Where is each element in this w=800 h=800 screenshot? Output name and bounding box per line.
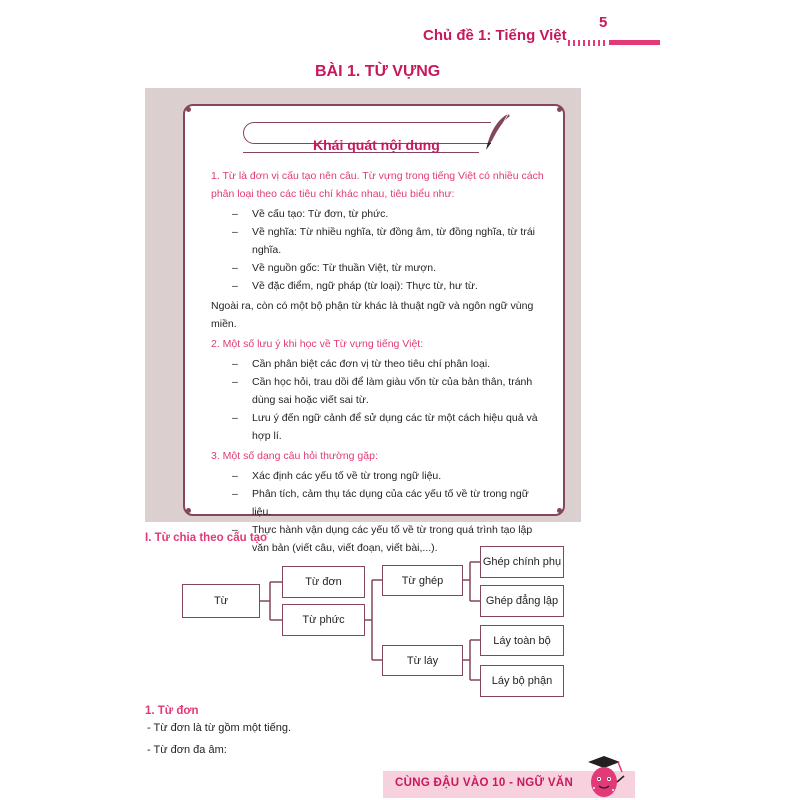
summary-point-1: 1. Từ là đơn vị cấu tạo nên câu. Từ vựng trong tiếng Việt có nhiều cách phân loại theo các tiêu chí khác nhau, tiêu biểu như: bbox=[211, 170, 544, 200]
list-item: – Về nguồn gốc: Từ thuần Việt, từ mượn. bbox=[232, 259, 549, 277]
list-item: – Cần phân biệt các đơn vị từ theo tiêu chí phân loại. bbox=[232, 355, 549, 373]
list-item: – Về đặc điểm, ngữ pháp (từ loại): Thực từ, hư từ. bbox=[232, 277, 549, 295]
mascot-icon bbox=[580, 752, 630, 800]
summary-note: Ngoài ra, còn có một bộ phận từ khác là thuật ngữ và ngôn ngữ vùng miền. bbox=[211, 300, 534, 330]
list-item: – Xác định các yếu tố về từ trong ngữ liệu. bbox=[232, 467, 549, 485]
summary-title: Khái quát nội dung bbox=[313, 137, 440, 153]
tree-node-lay-toan-bo: Láy toàn bộ bbox=[480, 625, 564, 656]
footer-text: CÙNG ĐẬU VÀO 10 - NGỮ VĂN bbox=[395, 777, 574, 789]
tree-node-lay-bo-phan: Láy bộ phận bbox=[480, 665, 564, 697]
summary-point-3: 3. Một số dạng câu hỏi thường gặp: bbox=[211, 450, 378, 462]
tree-node-ghep-chinh-phu: Ghép chính phụ bbox=[480, 546, 564, 578]
list-item: – Cần học hỏi, trau dồi để làm giàu vốn từ của bản thân, tránh dùng sai hoặc viết sai từ. bbox=[232, 373, 549, 409]
body-line: - Từ đơn đa âm: bbox=[147, 744, 227, 756]
list-item: – Phân tích, cảm thụ tác dụng của các yếu tố về từ trong ngữ liệu. bbox=[232, 485, 549, 521]
lesson-title: BÀI 1. TỪ VỰNG bbox=[315, 63, 441, 80]
list-item: – Lưu ý đến ngữ cảnh để sử dụng các từ một cách hiệu quả và hợp lí. bbox=[232, 409, 549, 445]
subsection-heading: 1. Từ đơn bbox=[145, 705, 199, 717]
list-item: – Về cấu tạo: Từ đơn, từ phức. bbox=[232, 205, 549, 223]
section-heading: I. Từ chia theo cấu tạo bbox=[145, 532, 268, 544]
tree-node-ghep-dang-lap: Ghép đẳng lập bbox=[480, 585, 564, 617]
tree-node-tu-don: Từ đơn bbox=[282, 566, 365, 598]
list-item: – Thực hành vận dụng các yếu tố về từ trong quá trình tạo lập văn bản (viết câu, viết đoạn, viết bài,...). bbox=[232, 521, 549, 557]
summary-point-2: 2. Một số lưu ý khi học về Từ vựng tiếng Việt: bbox=[211, 338, 424, 350]
header-topic: Chủ đề 1: Tiếng Việt bbox=[423, 27, 567, 44]
tree-node-tu-phuc: Từ phức bbox=[282, 604, 365, 636]
tree-node-root: Từ bbox=[182, 584, 260, 618]
page-number: 5 bbox=[599, 14, 608, 31]
list-item: – Về nghĩa: Từ nhiều nghĩa, từ đồng âm, từ đồng nghĩa, từ trái nghĩa. bbox=[232, 223, 549, 259]
tree-node-tu-lay: Từ láy bbox=[382, 645, 463, 676]
body-line: - Từ đơn là từ gồm một tiếng. bbox=[147, 722, 292, 734]
tree-node-tu-ghep: Từ ghép bbox=[382, 565, 463, 596]
